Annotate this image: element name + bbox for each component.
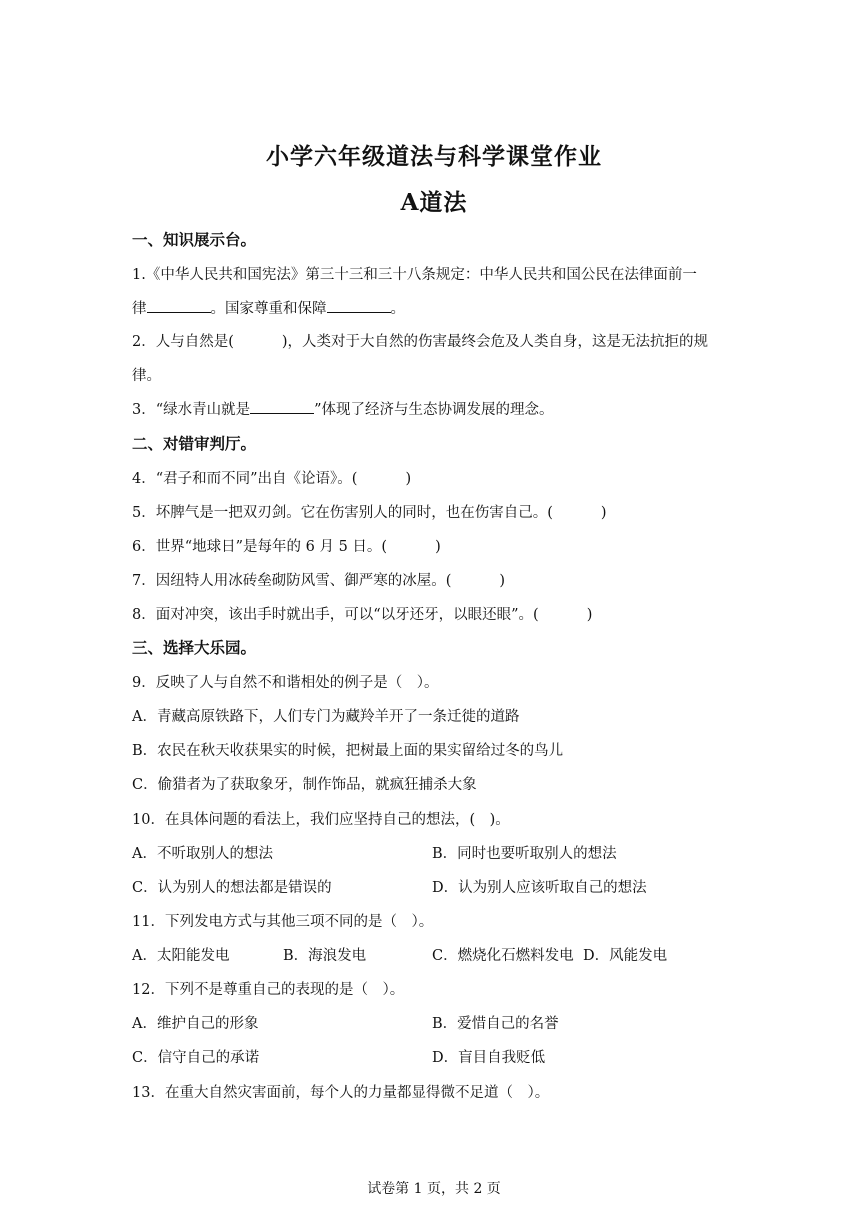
question-9-option-b[interactable]: B．农民在秋天收获果实的时候，把树最上面的果实留给过冬的鸟儿 [132, 743, 564, 759]
question-2-line-1 [132, 330, 708, 351]
question-11-option-d[interactable]: D．风能发电 [583, 948, 668, 964]
question-5 [132, 501, 607, 522]
question-7-text: 7．因纽特人用冰砖垒砌防风雪、御严寒的冰屋。( [132, 573, 452, 589]
question-9-option-a[interactable]: A．青藏高原铁路下，人们专门为藏羚羊开了一条迁徙的道路 [132, 709, 520, 725]
question-3-text-b: ”体现了经济与生态协调发展的理念。 [314, 402, 554, 418]
question-10-option-d[interactable]: D．认为别人应该听取自己的想法 [432, 880, 647, 896]
question-1-line-1: 1.《中华人民共和国宪法》第三十三和三十八条规定：中华人民共和国公民在法律面前一 [132, 267, 697, 283]
question-2-line-2: 律。 [132, 368, 161, 384]
question-13-stem: 13．在重大自然灾害面前，每个人的力量都显得微不足道（ ）。 [132, 1085, 550, 1101]
answer-blank[interactable] [250, 399, 314, 414]
question-11-option-b[interactable]: B．海浪发电 [283, 948, 367, 964]
question-12-option-d[interactable]: D．盲目自我贬低 [432, 1050, 546, 1066]
section-heading-1: 一、知识展示台。 [132, 230, 257, 249]
question-1-text-b: 。国家尊重和保障 [210, 301, 327, 317]
question-7-close: ) [499, 573, 506, 589]
question-8 [132, 603, 592, 624]
question-5-close: ) [600, 505, 607, 521]
section-heading-3: 三、选择大乐园。 [132, 638, 257, 657]
question-6 [132, 535, 441, 556]
page-footer: 试卷第 1 页，共 2 页 [367, 1181, 501, 1197]
question-4-text: 4．“君子和而不同”出自《论语》。( [132, 471, 358, 487]
question-10-stem: 10．在具体问题的看法上，我们应坚持自己的想法，( )。 [132, 812, 510, 828]
answer-blank[interactable] [147, 298, 211, 313]
question-12-option-c[interactable]: C．信守自己的承诺 [132, 1050, 260, 1066]
question-3 [132, 398, 554, 419]
question-10-option-a[interactable]: A．不听取别人的想法 [132, 846, 273, 862]
question-7 [132, 569, 505, 590]
question-1-line-2 [132, 297, 405, 318]
question-5-text: 5．坏脾气是一把双刃剑。它在伤害别人的同时，也在伤害自己。( [132, 505, 553, 521]
question-11-stem: 11．下列发电方式与其他三项不同的是（ ）。 [132, 914, 434, 930]
question-3-text-a: 3．“绿水青山就是 [132, 402, 251, 418]
question-10-option-c[interactable]: C．认为别人的想法都是错误的 [132, 880, 332, 896]
question-9-option-c[interactable]: C．偷猎者为了获取象牙，制作饰品，就疯狂捕杀大象 [132, 777, 477, 793]
question-9-stem: 9．反映了人与自然不和谐相处的例子是（ ）。 [132, 675, 439, 691]
section-heading-2: 二、对错审判厅。 [132, 434, 257, 453]
question-6-text: 6．世界“地球日”是每年的 6 月 5 日。( [132, 539, 388, 555]
question-2-text-a: 2．人与自然是( [132, 334, 234, 350]
question-4-close: ) [405, 471, 412, 487]
question-4 [132, 467, 411, 488]
question-6-close: ) [435, 539, 441, 555]
question-12-stem: 12．下列不是尊重自己的表现的是（ ）。 [132, 982, 405, 998]
question-12-option-a[interactable]: A．维护自己的形象 [132, 1016, 259, 1032]
question-2-text-b: )，人类对于大自然的伤害最终会危及人类自身，这是无法抗拒的规 [281, 334, 709, 350]
question-8-text: 8．面对冲突，该出手时就出手，可以“以牙还牙，以眼还眼”。( [132, 607, 539, 623]
question-8-close: ) [586, 607, 593, 623]
page-title: 小学六年级道法与科学课堂作业 [266, 143, 602, 170]
question-1-text-a: 律 [132, 301, 147, 317]
question-1-text-c: 。 [390, 301, 405, 317]
page-subtitle: A道法 [400, 189, 468, 216]
question-12-option-b[interactable]: B．爱惜自己的名誉 [432, 1016, 559, 1032]
answer-blank[interactable] [327, 298, 391, 313]
question-10-option-b[interactable]: B．同时也要听取别人的想法 [432, 846, 617, 862]
question-11-option-c[interactable]: C．燃烧化石燃料发电 [432, 948, 574, 964]
question-11-option-a[interactable]: A．太阳能发电 [132, 948, 230, 964]
